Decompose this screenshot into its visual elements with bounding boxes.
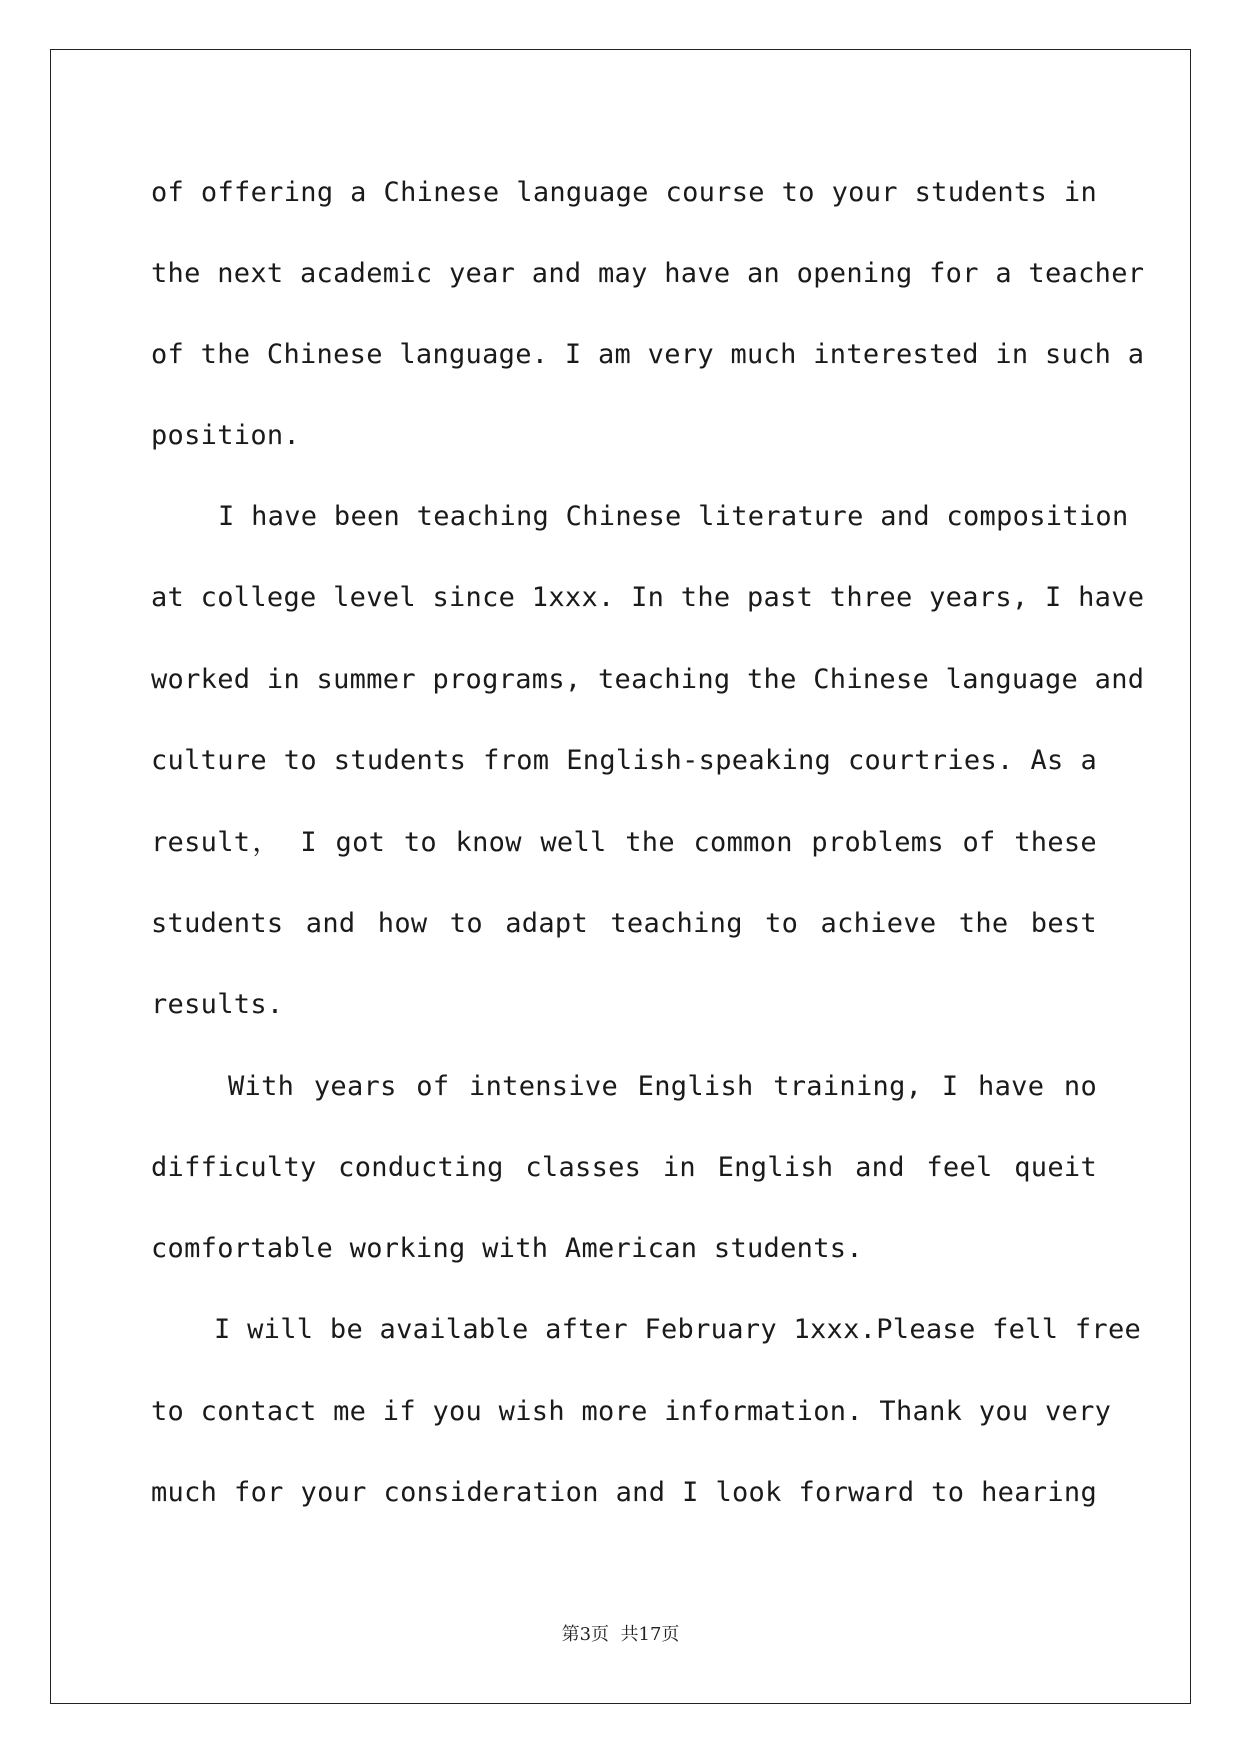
paragraph-first-line: I have been teaching Chinese literature and composition bbox=[218, 501, 1129, 532]
text-line: culture to students from English-speaking courtries. As a bbox=[151, 745, 1097, 776]
text-line: comfortable working with American students. bbox=[151, 1233, 863, 1264]
page-border bbox=[50, 49, 1191, 1704]
text-line: of the Chinese language. I am very much interested in such a bbox=[151, 339, 1145, 370]
text-line: the next academic year and may have an opening for a teacher bbox=[151, 258, 1145, 289]
text-line: results. bbox=[151, 989, 284, 1020]
page-footer bbox=[0, 1623, 1241, 1647]
text-line: result， I got to know well the common problems of these bbox=[151, 827, 1097, 858]
text-line: difficulty conducting classes in English and feel queit bbox=[151, 1152, 1097, 1183]
paragraph-first-line: I will be available after February 1xxx.Please fell free bbox=[214, 1314, 1142, 1345]
text-line: worked in summer programs, teaching the Chinese language and bbox=[151, 664, 1145, 695]
text-line: position. bbox=[151, 420, 300, 451]
text-line: students and how to adapt teaching to achieve the best bbox=[151, 908, 1097, 939]
paragraph-first-line: With years of intensive English training, I have no bbox=[228, 1071, 1097, 1102]
page-number: 第3页 共17页 bbox=[561, 1624, 680, 1645]
text-line: of offering a Chinese language course to your students in bbox=[151, 177, 1097, 208]
text-line: much for your consideration and I look forward to hearing bbox=[151, 1477, 1097, 1508]
text-line: at college level since 1xxx. In the past three years, I have bbox=[151, 582, 1145, 613]
text-line: to contact me if you wish more information. Thank you very bbox=[151, 1396, 1112, 1427]
